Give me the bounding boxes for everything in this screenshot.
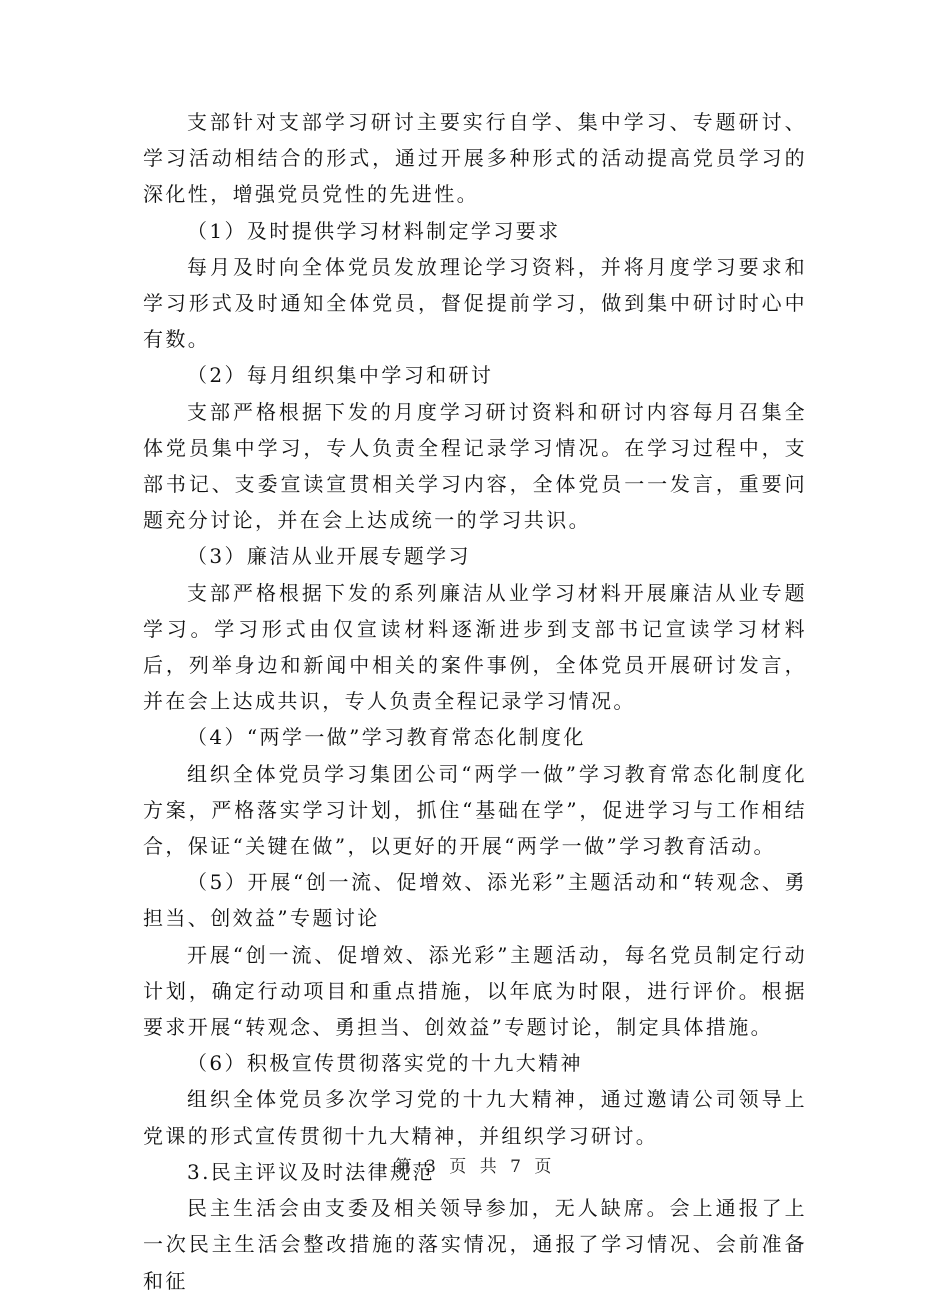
paragraph-3: 支部严格根据下发的系列廉洁从业学习材料开展廉洁从业专题学习。学习形式由仅宣读材料逐渐进步到支部书记宣读学习材料后，列举身边和新闻中相关的案件事例，全体党员开展研讨发言，并在会上达成共识，专人负责全程记录学习情况。 <box>143 580 807 714</box>
subheading-2: （2）每月组织集中学习和研讨 <box>187 363 494 388</box>
paragraph-6: 组织全体党员多次学习党的十九大精神，通过邀请公司领导上党课的形式宣传贯彻十九大精神，并组织学习研讨。 <box>143 1087 807 1148</box>
subheading-1: （1）及时提供学习材料制定学习要求 <box>187 218 561 243</box>
paragraph-2: 支部严格根据下发的月度学习研讨资料和研讨内容每月召集全体党员集中学习，专人负责全程记录学习情况。在学习过程中，支部书记、支委宣读宣贯相关学习内容，全体党员一一发言，重要问题充分讨论，并在会上达成统一的学习共识。 <box>143 399 807 533</box>
document-body <box>143 104 807 1299</box>
paragraph-intro: 支部针对支部学习研讨主要实行自学、集中学习、专题研讨、学习活动相结合的形式，通过开展多种形式的活动提高党员学习的深化性，增强党员党性的先进性。 <box>143 110 807 207</box>
subheading-6: （6）积极宣传贯彻落实党的十九大精神 <box>187 1051 583 1076</box>
paragraph-4: 组织全体党员学习集团公司“两学一做”学习教育常态化制度化方案，严格落实学习计划，抓住“基础在学”，促进学习与工作相结合，保证“关键在做”，以更好的开展“两学一做”学习教育活动。 <box>143 761 807 859</box>
subheading-5: （5）开展“创一流、促增效、添光彩”主题活动和“转观念、勇担当、创效益”专题讨论 <box>143 870 807 931</box>
paragraph-5: 开展“创一流、促增效、添光彩”主题活动，每名党员制定行动计划，确定行动项目和重点措施，以年底为时限，进行评价。根据要求开展“转观念、勇担当、创效益”专题讨论，制定具体措施。 <box>143 942 807 1040</box>
paragraph-1: 每月及时向全体党员发放理论学习资料，并将月度学习要求和学习形式及时通知全体党员，督促提前学习，做到集中研讨时心中有数。 <box>143 254 807 352</box>
section-heading-3: 3.民主评议及时法律规范 <box>187 1159 435 1184</box>
subheading-4: （4）“两学一做”学习教育常态化制度化 <box>187 725 586 750</box>
paragraph-7: 民主生活会由支委及相关领导参加，无人缺席。会上通报了上一次民主生活会整改措施的落实情况，通报了学习情况、会前准备和征 <box>143 1196 807 1293</box>
subheading-3: （3）廉洁从业开展专题学习 <box>187 544 471 569</box>
page-number-footer: 第 3 页 共 7 页 <box>394 1157 556 1177</box>
